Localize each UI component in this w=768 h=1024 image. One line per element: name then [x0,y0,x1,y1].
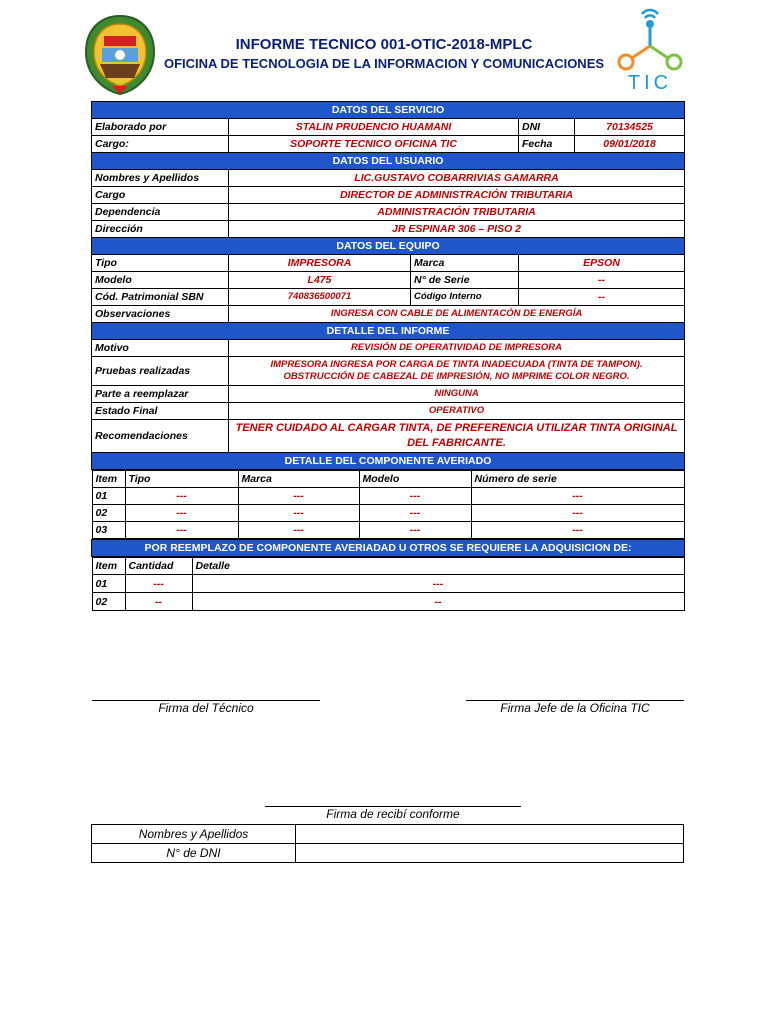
codigo-interno-label: Código Interno [411,289,519,306]
recomendaciones-value [229,420,685,453]
componente-col-item: Item [92,471,125,488]
adquisicion-detalle: -- [192,593,684,611]
elaborado-label: Elaborado por [92,119,229,136]
signature-label-tecnico: Firma del Técnico [158,701,254,715]
modelo-label: Modelo [92,272,229,289]
adquisicion-item: 01 [92,575,125,593]
dependencia-label: Dependencia [92,204,229,221]
recomendaciones-line-2: DEL FABRICANTE. [407,437,506,449]
section-header-usuario: DATOS DEL USUARIO [92,153,685,170]
cargo-usuario-label: Cargo [92,187,229,204]
table-row [92,522,684,539]
modelo-value: L475 [229,272,411,289]
section-header-informe: DETALLE DEL INFORME [92,323,685,340]
pruebas-label: Pruebas realizadas [92,357,229,386]
tipo-label: Tipo [92,255,229,272]
componente-marca: --- [238,505,359,522]
componente-modelo: --- [359,488,471,505]
componente-tipo: --- [125,488,238,505]
pruebas-value [229,357,685,386]
adquisicion-detalle: --- [192,575,684,593]
marca-value: EPSON [519,255,685,272]
motivo-label: Motivo [92,340,229,357]
direccion-value: JR ESPINAR 306 – PISO 2 [229,221,685,238]
adquisicion-col-cantidad: Cantidad [125,558,192,575]
componente-serie: --- [471,522,684,539]
componente-col-modelo: Modelo [359,471,471,488]
estado-label: Estado Final [92,403,229,420]
elaborado-value: STALIN PRUDENCIO HUAMANI [229,119,519,136]
receiver-dni-field[interactable] [296,844,684,863]
direccion-label: Dirección [92,221,229,238]
section-header-adquisicion: POR REEMPLAZO DE COMPONENTE AVERIADAD U OTROS SE REQUIERE LA ADQUISICION DE: [92,540,685,557]
section-header-equipo: DATOS DEL EQUIPO [92,238,685,255]
pruebas-line-1: IMPRESORA INGRESA POR CARGA DE TINTA INADECUADA (TINTA DE TAMPON). [270,359,643,370]
recomendaciones-label: Recomendaciones [92,420,229,453]
componente-item: 03 [92,522,125,539]
signature-label-jefe: Firma Jefe de la Oficina TIC [500,701,650,715]
receiver-nombres-field[interactable] [296,825,684,844]
receiver-nombres-label: Nombres y Apellidos [92,825,296,844]
componente-col-tipo: Tipo [125,471,238,488]
dependencia-value: ADMINISTRACIÓN TRIBUTARIA [229,204,685,221]
nombres-value: LIC.GUSTAVO COBARRIVIAS GAMARRA [229,170,685,187]
componente-modelo: --- [359,505,471,522]
section-header-servicio: DATOS DEL SERVICIO [92,102,685,119]
fecha-label: Fecha [519,136,575,153]
adquisicion-table [92,557,685,611]
observaciones-label: Observaciones [92,306,229,323]
tic-logo-text: TIC [627,72,673,94]
patrimonial-value: 740836500071 [229,289,411,306]
section-header-componente: DETALLE DEL COMPONENTE AVERIADO [92,453,685,470]
recomendaciones-line-1: TENER CUIDADO AL CARGAR TINTA, DE PREFERENCIA UTILIZAR TINTA ORIGINAL [235,422,678,434]
patrimonial-label: Cód. Patrimonial SBN [92,289,229,306]
table-row [92,575,684,593]
municipal-crest-logo [82,12,158,96]
adquisicion-cantidad: --- [125,575,192,593]
cargo-usuario-value: DIRECTOR DE ADMINISTRACIÓN TRIBUTARIA [229,187,685,204]
componente-marca: --- [238,522,359,539]
adquisicion-col-detalle: Detalle [192,558,684,575]
componente-col-marca: Marca [238,471,359,488]
fecha-value: 09/01/2018 [575,136,685,153]
adquisicion-cantidad: -- [125,593,192,611]
nombres-label: Nombres y Apellidos [92,170,229,187]
adquisicion-col-item: Item [92,558,125,575]
componente-item: 02 [92,505,125,522]
codigo-interno-value: -- [519,289,685,306]
table-row [92,593,684,611]
estado-value: OPERATIVO [229,403,685,420]
componente-serie: --- [471,488,684,505]
componente-serie: --- [471,505,684,522]
parte-label: Parte a reemplazar [92,386,229,403]
componente-tipo: --- [125,505,238,522]
cargo-servicio-label: Cargo: [92,136,229,153]
cargo-servicio-value: SOPORTE TECNICO OFICINA TIC [229,136,519,153]
signature-label-recibi: Firma de recibí conforme [326,807,460,821]
report-form [91,101,685,611]
adquisicion-item: 02 [92,593,125,611]
receiver-dni-label: N° de DNI [92,844,296,863]
observaciones-value: INGRESA CON CABLE DE ALIMENTACÓN DE ENERGÍA [229,306,685,323]
componente-marca: --- [238,488,359,505]
motivo-value: REVISIÓN DE OPERATIVIDAD DE IMPRESORA [229,340,685,357]
report-title: INFORME TECNICO 001-OTIC-2018-MPLC [235,36,533,53]
marca-label: Marca [411,255,519,272]
serie-value: -- [519,272,685,289]
componente-modelo: --- [359,522,471,539]
parte-value: NINGUNA [229,386,685,403]
componente-table [92,470,685,539]
dni-value: 70134525 [575,119,685,136]
receiver-table [91,824,684,863]
componente-item: 01 [92,488,125,505]
serie-label: N° de Serie [411,272,519,289]
pruebas-line-2: OBSTRUCCIÓN DE CABEZAL DE IMPRESIÓN, NO IMPRIME COLOR NEGRO. [283,371,630,382]
componente-col-serie: Número de serie [471,471,684,488]
componente-tipo: --- [125,522,238,539]
office-subtitle: OFICINA DE TECNOLOGIA DE LA INFORMACION Y COMUNICACIONES [163,56,605,71]
table-row [92,488,684,505]
tipo-value: IMPRESORA [229,255,411,272]
table-row [92,505,684,522]
dni-label: DNI [519,119,575,136]
